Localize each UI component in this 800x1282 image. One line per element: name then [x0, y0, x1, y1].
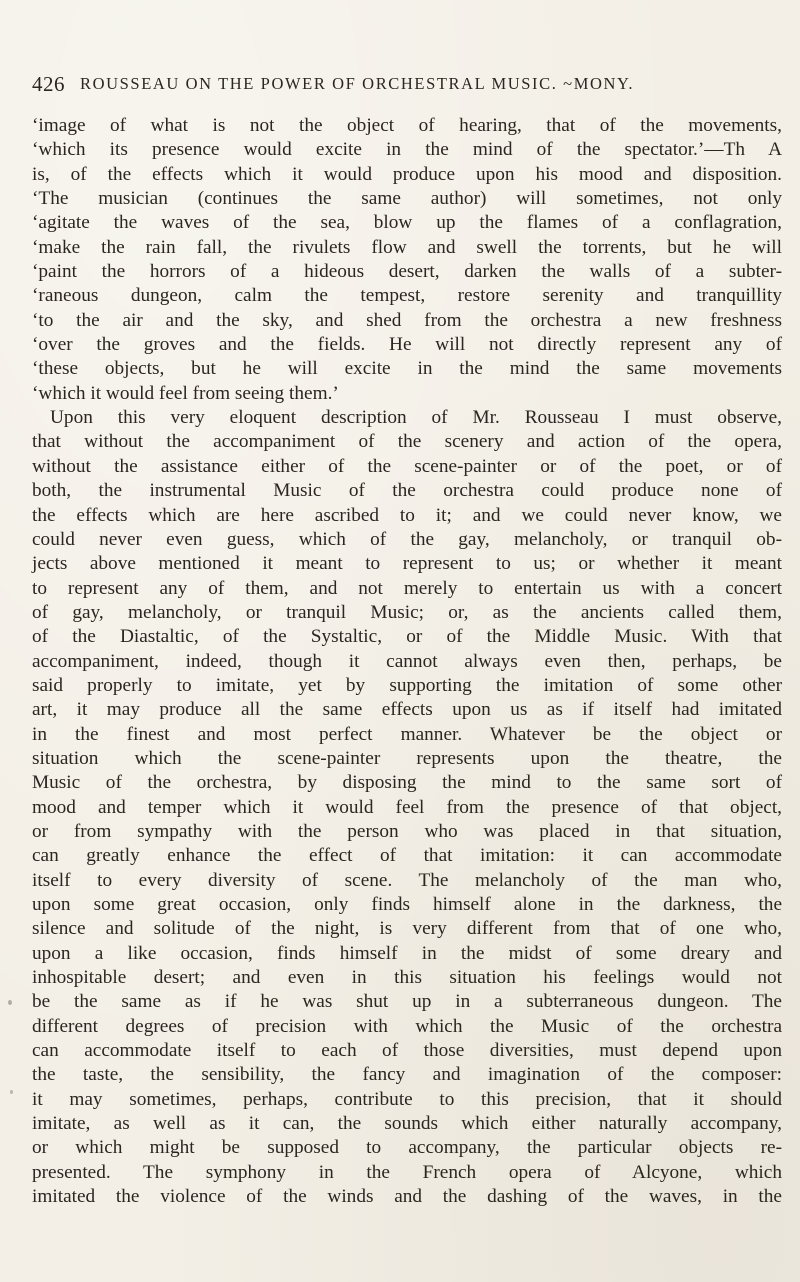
text-line: ‘raneous dungeon, calm the tempest, restore serenity and tranquillity [32, 285, 782, 307]
text-line: in the finest and most perfect manner. Whatever be the object or [32, 723, 782, 745]
text-line: art, it may produce all the same effects upon us as if itself had imitated [32, 699, 782, 721]
text-line: to represent any of them, and not merely to entertain us with a concert [32, 577, 782, 599]
text-line: or from sympathy with the person who was placed in that situation, [32, 820, 782, 842]
book-page [22, 0, 782, 1282]
text-line: the taste, the sensibility, the fancy and imagination of the composer: [32, 1064, 782, 1086]
body-text [32, 114, 782, 1209]
text-line: upon some great occasion, only finds himself alone in the darkness, the [32, 894, 782, 915]
text-line: mood and temper which it would feel from the presence of that object, [32, 796, 782, 818]
text-line: ‘make the rain fall, the rivulets flow and swell the torrents, but he will [32, 236, 782, 258]
page-number: 426 [32, 72, 65, 96]
text-line: ‘these objects, but he will excite in the mind the same movements [32, 358, 782, 380]
text-line: without the assistance either of the scene-painter or of the poet, or of [32, 455, 782, 477]
paragraph-start-line: Upon this very eloquent description of Mr. Rousseau I must observe, [50, 407, 782, 429]
text-line: jects above mentioned it meant to represent to us; or whether it meant [32, 553, 782, 575]
text-line: situation which the scene-painter represents upon the theatre, the [32, 747, 782, 769]
text-line: ‘which it would feel from seeing them.’ [32, 382, 339, 404]
text-line: ‘which its presence would excite in the mind of the spectator.’—Th A [32, 139, 782, 161]
running-head [32, 72, 782, 98]
text-line: can greatly enhance the effect of that imitation: it can accommodate [32, 845, 782, 867]
text-line: presented. The symphony in the French opera of Alcyone, which [32, 1161, 782, 1183]
paper-speck [10, 1090, 13, 1094]
text-line: both, the instrumental Music of the orchestra could produce none of [32, 480, 782, 502]
text-line: it may sometimes, perhaps, contribute to this precision, that it should [32, 1088, 782, 1110]
text-line: ‘over the groves and the fields. He will not directly represent any of [32, 334, 782, 356]
text-line: that without the accompaniment of the scenery and action of the opera, [32, 431, 782, 453]
paper-speck [8, 1000, 12, 1005]
text-line: itself to every diversity of scene. The melancholy of the man who, [32, 869, 782, 891]
text-line: of the Diastaltic, of the Systaltic, or of the Middle Music. With that [32, 626, 782, 648]
text-line: can accommodate itself to each of those diversities, must depend upon [32, 1040, 782, 1062]
text-line: said properly to imitate, yet by supporting the imitation of some other [32, 674, 782, 696]
text-line: is, of the effects which it would produce upon his mood and disposition. [32, 163, 782, 185]
text-line: silence and solitude of the night, is very different from that of one who, [32, 918, 782, 940]
text-line: imitated the violence of the winds and the dashing of the waves, in the [32, 1186, 782, 1208]
text-line: ‘to the air and the sky, and shed from the orchestra a new freshness [32, 309, 782, 331]
running-title: ROUSSEAU ON THE POWER OF ORCHESTRAL MUSIC. ~MONY. [80, 74, 635, 93]
text-line: Music of the orchestra, by disposing the mind to the same sort of [32, 772, 782, 794]
text-line: ‘image of what is not the object of hearing, that of the movements, [32, 115, 782, 136]
text-line: could never even guess, which of the gay, melancholy, or tranquil ob- [32, 528, 782, 550]
text-line: accompaniment, indeed, though it cannot always even then, perhaps, be [32, 650, 782, 672]
text-line: be the same as if he was shut up in a subterraneous dungeon. The [32, 991, 782, 1013]
text-line: inhospitable desert; and even in this situation his feelings would not [32, 967, 782, 989]
text-line: different degrees of precision with which the Music of the orchestra [32, 1015, 782, 1037]
text-line: the effects which are here ascribed to it; and we could never know, we [32, 504, 782, 526]
text-line: ‘The musician (continues the same author) will sometimes, not only [32, 188, 782, 210]
text-line: imitate, as well as it can, the sounds which either naturally accompany, [32, 1113, 782, 1135]
text-line: ‘agitate the waves of the sea, blow up the flames of a conflagration, [32, 212, 782, 234]
text-line: of gay, melancholy, or tranquil Music; or, as the ancients called them, [32, 601, 782, 623]
text-line: or which might be supposed to accompany, the particular objects re- [32, 1137, 782, 1159]
text-line: upon a like occasion, finds himself in the midst of some dreary and [32, 942, 782, 964]
text-line: ‘paint the horrors of a hideous desert, darken the walls of a subter- [32, 261, 782, 283]
